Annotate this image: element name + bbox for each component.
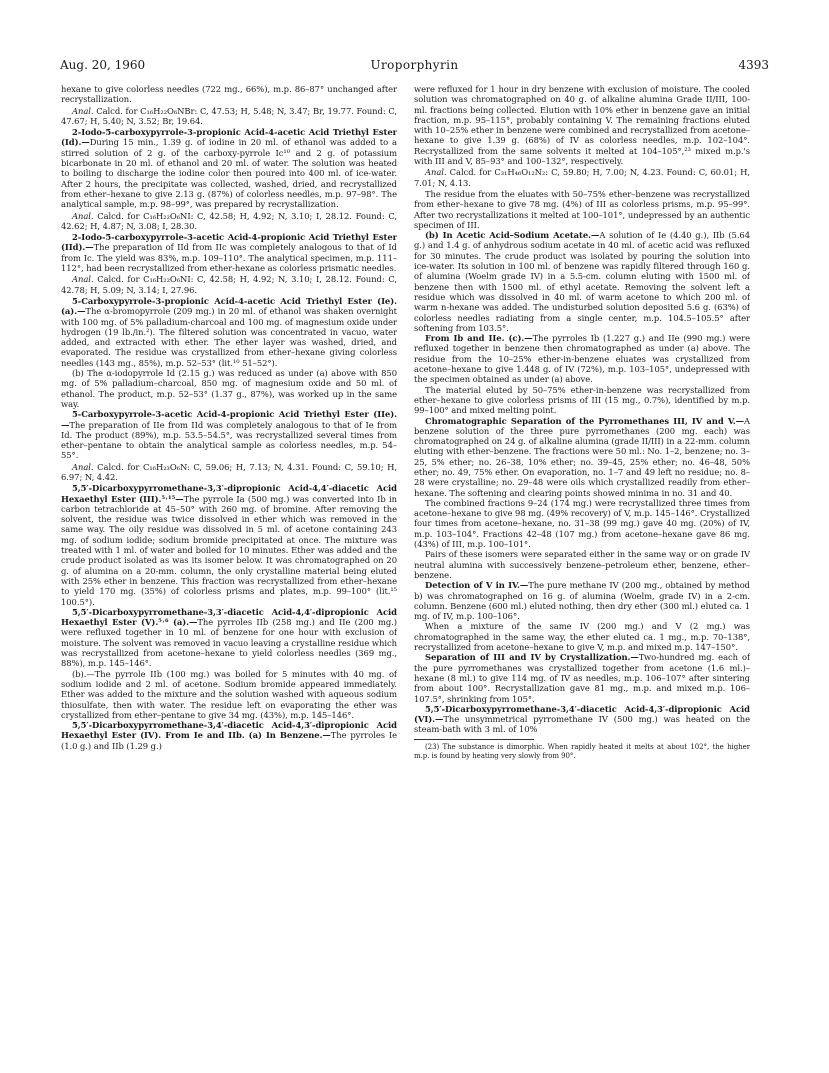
paragraph: hexane to give colorless needles (722 mg., 66%), m.p. 86–87° unchanged after recrystallization. — [61, 84, 397, 105]
section-paragraph: 5-Carboxypyrrole-3-propionic Acid-4-acetic Acid Triethyl Ester (Ie). (a).—The α-bromopyrrole (209 mg.) in 20 ml. of ethanol was shaken overnight with 100 mg. of 5% palladium-charcoal and 100 mg. of magnesium oxide under hydrogen (19 lb./in.²). The filtered solution was concentrated in vacuo, water added, and extracted with ether. The ether layer was washed, dried, and evaporated. The residue was crystallized from ether–hexane giving colorless needles (143 mg., 85%), m.p. 52–53° (lit.¹⁰ 51–52°). — [61, 295, 397, 368]
footnote: (23) The substance is dimorphic. When rapidly heated it melts at about 102°, the higher m.p. is found by heating very slowly from 90°. — [414, 742, 750, 760]
section-heading: 5,5′-Dicarboxypyrromethane-3,3′-dipropionic Acid-4,4′-diacetic Acid Hexaethyl Ester (III).⁵˒¹⁵— — [61, 483, 397, 504]
section-heading: 5,5′-Dicarboxypyrromethane-3,4′-diacetic Acid-4,3′-dipropionic Acid Hexaethyl Ester (IV). From Ie and IIb. (a) In Benzene.— — [61, 720, 397, 741]
section-paragraph: 5,5′-Dicarboxypyrromethane-3,4′-diacetic Acid-4,3′-dipropionic Acid (VI).—The unsymmetrical pyrromethane IV (500 mg.) was heated on the steam-bath with 3 ml. of 10% — [414, 703, 750, 735]
section-heading: 2-Iodo-5-carboxypyrrole-3-propionic Acid-4-acetic Acid Triethyl Ester (Id).— — [61, 127, 397, 148]
footnote-rule — [414, 739, 534, 740]
section-heading: Chromatographic Separation of the Pyrromethanes III, IV and V.— — [425, 415, 744, 426]
analysis-label: Anal. — [72, 210, 94, 221]
section-paragraph: Chromatographic Separation of the Pyrromethanes III, IV and V.—A benzene solution of the three pure pyrromethanes (200 mg. each) was chromatographed on 24 g. of alkaline alumina (grade II/III) in a 22-mm. column eluting with ether–benzene. The fractions were 50 ml.: No. 1–2, benzene; no. 3–25, 5% ether; no. 26–38, 10% ether; no. 39–45, 25% ether; no. 46–48, 50% ether; no. 49, 75% ether. On evaporation, no. 1–7 and 49 left no residue; no. 8–28 were crystalline; no. 29–48 were oils which crystallized readily from ether–hexane. The softening and clearing points showed minima in no. 31 and 40. — [414, 415, 750, 498]
analysis-label: Anal. — [72, 274, 94, 285]
section-paragraph: 5,5′-Dicarboxypyrromethane-3,3′-dipropionic Acid-4,4′-diacetic Acid Hexaethyl Ester (III).⁵˒¹⁵—The pyrrole Ia (500 mg.) was converted into Ib in carbon tetrachloride at 45–50° with 260 mg. of bromine. After removing the solvent, the residue was twice dissolved in ether which was removed in the same way. The oily residue was dissolved in 5 ml. of acetone containing 243 mg. of sodium iodide; sodium bromide precipitated at once. The mixture was treated with 1 ml. of water and boiled for 10 minutes. Ether was added and the crude product isolated as was its isomer below. It was chromatographed on 20 g. of alumina on a 20-mm. column, the only crystalline material being eluted with 25% ether in benzene. This fraction was recrystallized from ether–hexane to yield 170 mg. (35%) of colorless prisms and plates, m.p. 99–100° (lit.¹⁵ 100.5°). — [61, 483, 397, 607]
section-paragraph: (b) In Acetic Acid–Sodium Acetate.—A solution of Ie (4.40 g.), IIb (5.64 g.) and 1.4 g. of anhydrous sodium acetate in 40 ml. of acetic acid was refluxed for 30 minutes. The crude product was isolated by pouring the solution into ice-water. Its solution in 100 ml. of benzene was rapidly filtered through 160 g. of alumina (Woelm grade IV) in a 5.5-cm. column eluting with 1500 ml. of benzene then with 1500 ml. of ethyl acetate. Removing the solvent left a residue which was dissolved in 40 ml. of warm acetone to which 200 ml. of warm n-hexane was added. The undisturbed solution deposited 5.6 g. (63%) of colorless needles radiating from a single center, m.p. 104.5–105.5° after softening from 103.5°. — [414, 230, 750, 333]
analysis-label: Anal. — [425, 167, 447, 178]
paragraph: When a mixture of the same IV (200 mg.) and V (2 mg.) was chromatographed in the same way, the ether eluted ca. 1 mg., m.p. 70–138°, recrystallized from acetone–hexane to give V, m.p. and mixed m.p. 147–150°. — [414, 621, 750, 653]
section-heading: 5,5′-Dicarboxypyrromethane-3,3′-diacetic Acid-4,4′-dipropionic Acid Hexaethyl Ester (V).⁵˒⁶ (a).— — [61, 606, 397, 628]
paragraph: Pairs of these isomers were separated either in the same way or on grade IV neutral alumina with successively benzene–petroleum ether, benzene, ether–benzene. — [414, 549, 750, 580]
section-heading: From Ib and IIe. (c).— — [425, 333, 533, 344]
running-head — [60, 57, 769, 73]
right-column — [414, 84, 750, 1046]
section-paragraph: 2-Iodo-5-carboxypyrrole-3-acetic Acid-4-propionic Acid Triethyl Ester (IId).—The preparation of IId from IIc was completely analogous to that of Id from Ic. The yield was 83%, m.p. 109–110°. The analytical specimen, m.p. 111–112°, had been recrystallized from ether-hexane as colorless prismatic needles. — [61, 232, 397, 274]
section-heading: 5-Carboxypyrrole-3-acetic Acid-4-propionic Acid Triethyl Ester (IIe).— — [61, 409, 397, 430]
page-number: 4393 — [738, 58, 769, 72]
analysis-label: Anal. — [72, 105, 94, 116]
paragraph: (b) The α-iodopyrrole Id (2.15 g.) was reduced as under (a) above with 850 mg. of 5% palladium–charcoal, 850 mg. of magnesium oxide and 50 ml. of ethanol. The product, m.p. 52–53° (1.37 g., 87%), was worked up in the same way. — [61, 368, 397, 409]
analysis-label: Anal. — [72, 461, 94, 472]
analysis-paragraph: Anal. Calcd. for C₁₆H₂₂O₆NBr: C, 47.53; H, 5.48; N, 3.47; Br, 19.77. Found: C, 47.67; H, 5.40; N, 3.52; Br, 19.64. — [61, 105, 397, 126]
section-heading: Detection of V in IV.— — [425, 580, 529, 591]
section-heading: 5,5′-Dicarboxypyrromethane-3,4′-diacetic Acid-4,3′-dipropionic Acid (VI).— — [414, 703, 750, 725]
analysis-paragraph: Anal. Calcd. for C₁₆H₂₂O₆NI: C, 42.58; H, 4.92; N, 3.10; I, 28.12. Found: C, 42.78; H, 5.09; N, 3.14; I, 27.96. — [61, 274, 397, 295]
running-title: Uroporphyrin — [370, 58, 459, 72]
section-paragraph: 5-Carboxypyrrole-3-acetic Acid-4-propionic Acid Triethyl Ester (IIe).—The preparation of IIe from IId was completely analogous to that of Ie from Id. The product (89%), m.p. 53.5–54.5°, was recrystallized several times from ether–pentane to obtain the analytical sample as colorless needles, m.p. 54–55°. — [61, 409, 397, 461]
section-heading: Separation of III and IV by Crystallization.— — [425, 652, 639, 663]
issue-date: Aug. 20, 1960 — [60, 58, 146, 72]
analysis-paragraph: Anal. Calcd. for C₁₆H₂₃O₆N: C, 59.06; H, 7.13; N, 4.31. Found: C, 59.10; H, 6.97; N, 4.42. — [61, 461, 397, 482]
section-paragraph: Separation of III and IV by Crystallization.—Two-hundred mg. each of the pure pyrromethanes was crystallized together from acetone (1.6 ml.)–hexane (8 ml.) to give 114 mg. of IV as needles, m.p. 106–107° after sintering from about 100°. Recrystallization gave 81 mg., m.p. and mixed m.p. 106–107.5°, shrinking from 105°. — [414, 652, 750, 704]
section-paragraph: 2-Iodo-5-carboxypyrrole-3-propionic Acid-4-acetic Acid Triethyl Ester (Id).—During 15 min., 1.39 g. of iodine in 20 ml. of ethanol was added to a stirred solution of 2 g. of the carboxy-pyrrole Ic¹⁰ and 2 g. of potassium bicarbonate in 20 ml. of ethanol and 20 ml. of water. The solution was heated to boiling to discharge the iodine color then poured into 400 ml. of ice-water. After 2 hours, the precipitate was collected, washed, dried, and recrystallized from ether–hexane to give 2.13 g. (87%) of colorless needles, m.p. 97–98°. The analytical sample, m.p. 98–99°, was prepared by recrystallization. — [61, 127, 397, 210]
paragraph: The combined fractions 9–24 (174 mg.) were recrystallized three times from acetone–hexane to give 98 mg. (49% recovery) of V, m.p. 145–146°. Crystallized four times from acetone–hexane, no. 31–38 (99 mg.) gave 40 mg. (20%) of IV, m.p. 103–104°. Fractions 42–48 (107 mg.) from acetone–hexane gave 86 mg. (43%) of III, m.p. 100–101°. — [414, 497, 750, 550]
paragraph: were refluxed for 1 hour in dry benzene with exclusion of moisture. The cooled solution was chromatographed on 40 g. of alkaline alumina Grade II/III, 100-ml. fractions being collected. Elution with 10% ether in benzene gave an initial fraction, m.p. 95–115°, probably containing V. The remaining fractions eluted with 10–25% ether in benzene were combined and recrystallized from acetone–hexane to give 1.39 g. (68%) of IV as colorless needles, m.p. 102–104°. Recrystallized from the same solvents it melted at 104–105°,²³ mixed m.p.'s with III and V, 85–93° and 100–132°, respectively. — [414, 84, 750, 167]
paragraph: The material eluted by 50–75% ether-in-benzene was recrystallized from ether–hexane to give colorless prisms of III (15 mg., 0.7%), identified by m.p. 99–100° and mixed melting point. — [414, 384, 750, 416]
section-paragraph: From Ib and IIe. (c).—The pyrroles Ib (1.227 g.) and IIe (990 mg.) were refluxed together in benzene then chromatographed as under (a) above. The residue from the 10–25% ether-in-benzene eluates was crystallized from acetone–hexane to give 1.448 g. of IV (72%), m.p. 103–105°, undepressed with the specimen obtained as under (a) above. — [414, 333, 750, 385]
section-heading: 2-Iodo-5-carboxypyrrole-3-acetic Acid-4-propionic Acid Triethyl Ester (IId).— — [61, 232, 397, 253]
section-heading: 5-Carboxypyrrole-3-propionic Acid-4-acetic Acid Triethyl Ester (Ie). (a).— — [61, 295, 397, 317]
section-paragraph: 5,5′-Dicarboxypyrromethane-3,4′-diacetic Acid-4,3′-dipropionic Acid Hexaethyl Ester (IV). From Ie and IIb. (a) In Benzene.—The pyrroles Ie (1.0 g.) and IIb (1.29 g.) — [61, 720, 397, 751]
paragraph: The residue from the eluates with 50–75% ether–benzene was recrystallized from ether–hexane to give 78 mg. (4%) of III as colorless prisms, m.p. 95–99°. After two recrystallizations it melted at 100–101°, undepressed by an authentic specimen of III. — [414, 188, 750, 230]
section-paragraph: Detection of V in IV.—The pure methane IV (200 mg., obtained by method b) was chromatographed on 16 g. of alumina (Woelm, grade IV) in a 2-cm. column. Benzene (600 ml.) eluted nothing, then dry ether (300 ml.) eluted ca. 1 mg. of IV, m.p. 100–106°. — [414, 580, 750, 622]
left-column — [61, 84, 397, 1046]
section-paragraph: 5,5′-Dicarboxypyrromethane-3,3′-diacetic Acid-4,4′-dipropionic Acid Hexaethyl Ester (V).⁵˒⁶ (a).—The pyrroles IIb (258 mg.) and IIe (200 mg.) were refluxed together in 10 ml. of benzene for one hour with exclusion of moisture. The solvent was removed in vacuo leaving a crystalline residue which was recrystallized from acetone–hexane to yield colorless needles (369 mg., 88%), m.p. 145–146°. — [61, 606, 397, 669]
paragraph: (b).—The pyrrole IIb (100 mg.) was boiled for 5 minutes with 40 mg. of sodium iodide and 2 ml. of acetone. Sodium bromide appeared immediately. Ether was added to the mixture and the solution washed with aqueous sodium thiosulfate, then with water. The residue left on evaporating the ether was crystallized from ether–pentane to give 34 mg. (43%), m.p. 145–146°. — [61, 668, 397, 720]
analysis-paragraph: Anal. Calcd. for C₁₆H₂₂O₆NI: C, 42.58; H, 4.92; N, 3.10; I, 28.12. Found: C, 42.62; H, 4.87; N, 3.08; I, 28.30. — [61, 210, 397, 231]
analysis-paragraph: Anal. Calcd. for C₃₁H₄₆O₁₂N₂: C, 59.80; H, 7.00; N, 4.23. Found: C, 60.01; H, 7.01; N, 4.13. — [414, 167, 750, 188]
section-heading: (b) In Acetic Acid–Sodium Acetate.— — [425, 230, 600, 241]
